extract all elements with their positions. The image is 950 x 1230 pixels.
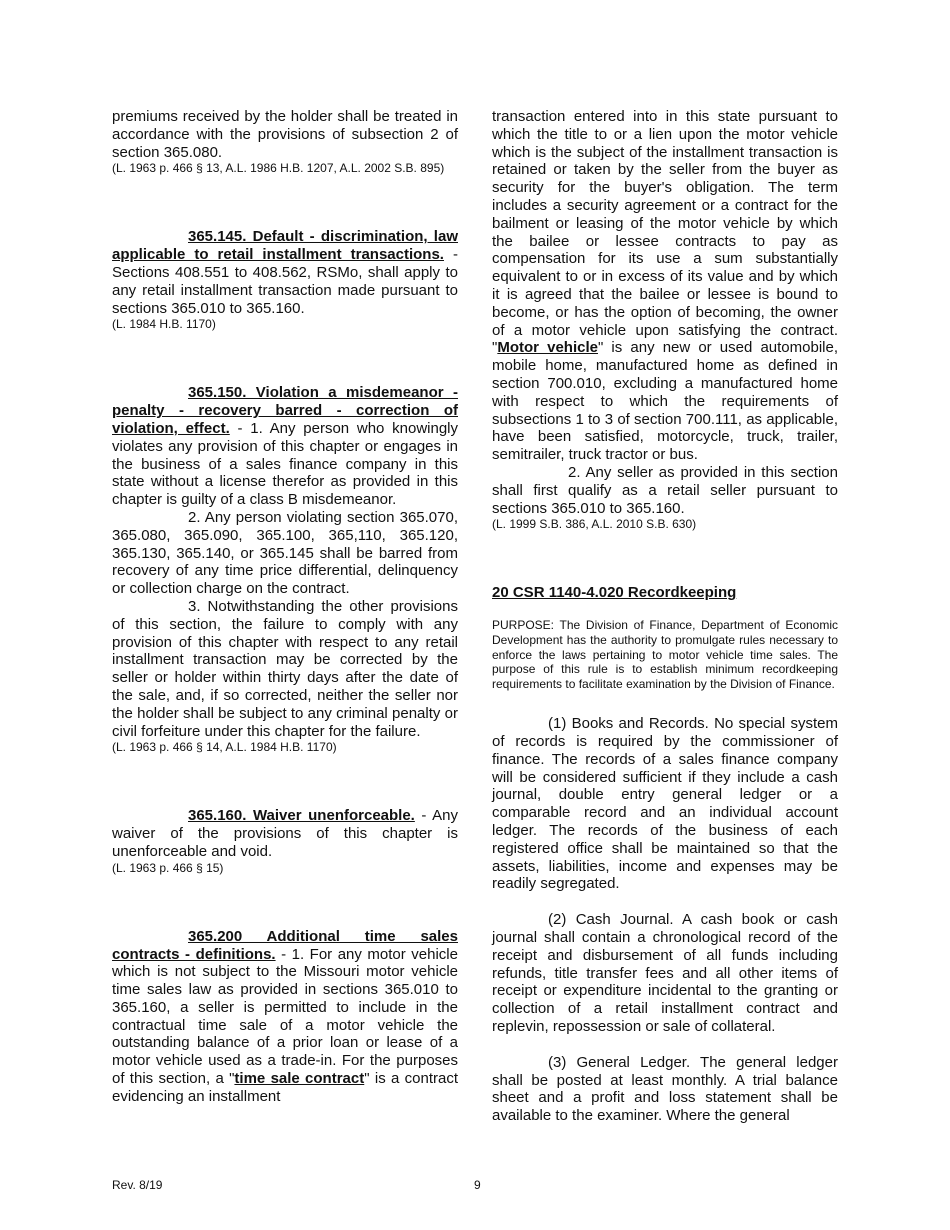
subsection-3: 3. Notwithstanding the other provisions of this section, the failure to comply with any provision of this chapter with respect to any retail installment transaction may be corrected by the seller or holder within thirty days after the date of the sale, and, if so corrected, neither the seller nor the holder shall be subject to any criminal penalty or civil forfeiture under this chapter for the failure. xyxy=(112,597,458,740)
revision-date: Rev. 8/19 xyxy=(112,1178,163,1192)
section-body: - 1. For any motor vehicle which is not subject to the Missouri motor vehicle time sales law as provided in sections 365.010 to 365.160, a seller is permitted to include in the contractual time sale of a motor vehicle the outstanding balance of a prior loan or lease of a motor vehicle used as a trade-in. For the purposes of this section, a " xyxy=(112,945,458,1088)
rule-heading: 20 CSR 1140-4.020 Recordkeeping xyxy=(492,584,737,602)
rule-section-3: (3) General Ledger. The general ledger shall be posted at least monthly. A trial balance sheet and a profit and loss statement shall be available to the examiner. Where the general xyxy=(492,1053,838,1125)
paragraph-text-cont: " is any new or used automobile, mobile home, manufactured home as defined in section 700.010, excluding a manufactured home with respect to which the requirements of subsections 1 to 3 of section 700.111, as applicable, have been satisfied, motorcycle, truck, trailer, semitrailer, truck tractor or bus. xyxy=(492,339,839,464)
right-column xyxy=(492,108,838,1125)
defined-term: Motor vehicle xyxy=(497,339,598,357)
source-note: (L. 1999 S.B. 386, A.L. 2010 S.B. 630) xyxy=(492,517,697,532)
source-note: (L. 1963 p. 466 § 15) xyxy=(112,860,224,875)
section-365-200 xyxy=(112,928,458,1106)
continued-paragraph: premiums received by the holder shall be treated in accordance with the provisions of subsection 2 of section 365.080. xyxy=(112,108,458,161)
section-title: 365.160. Waiver unenforceable. xyxy=(188,807,415,825)
source-note: (L. 1984 H.B. 1170) xyxy=(112,317,216,332)
rule-section-1: (1) Books and Records. No special system of records is required by the commissioner of finance. The records of a sales finance company will be considered sufficient if they include a cash journal, double entry general ledger or a comparable record and an individual account ledger. The records of the business of each registered office shall be maintained so that the assets, liabilities, income and expenses may be readily segregated. xyxy=(492,715,838,893)
continued-paragraph xyxy=(492,108,838,464)
subsection-2: 2. Any person violating section 365.070, 365.080, 365.090, 365.100, 365,110, 365.120, 365.130, 365.140, or 365.145 shall be barred from recovery of any time price differential, delinquency or collection charge on the contract. xyxy=(112,508,458,598)
source-note: (L. 1963 p. 466 § 13, A.L. 1986 H.B. 1207, A.L. 2002 S.B. 895) xyxy=(112,161,445,176)
paragraph-text: transaction entered into in this state pursuant to which the title to or a lien upon the motor vehicle which is the subject of the installment transaction is retained or taken by the seller from the buyer as security for the buyer's obligation. The term includes a security agreement or a contract for the bailment or leasing of the motor vehicle by which the bailee or lessee contracts to pay as compensation for its use a sum substantially equivalent to or in excess of its value and by which it is agreed that the bailee or lessee is bound to become, or has the option of becoming, the owner of a motor vehicle upon satisfying the contract. " xyxy=(492,108,838,357)
section-body-cont: " is a contract evidencing an installment xyxy=(112,1070,459,1105)
purpose-statement: PURPOSE: The Division of Finance, Department of Economic Development has the authority to promulgate rules necessary to enforce the laws pertaining to motor vehicle time sales. The purpose of this rule is to establish minimum recordkeeping requirements to facilitate examination by the Division of Finance. xyxy=(492,618,838,691)
rule-section-2: (2) Cash Journal. A cash book or cash journal shall contain a chronological record of the receipt and disbursement of all funds including refunds, title transfer fees and all other items of receipt or expenditure incidental to the granting or collection of a retail installment contract and replevin, repossession or sale of collateral. xyxy=(492,911,838,1036)
section-title: 365.150. Violation a misdemeanor - penalty - recovery barred - correction of violation, effect. xyxy=(112,384,458,437)
defined-term: time sale contract xyxy=(234,1070,365,1088)
source-note: (L. 1963 p. 466 § 14, A.L. 1984 H.B. 1170) xyxy=(112,740,337,755)
section-title: 365.200 Additional time sales contracts - definitions. xyxy=(112,927,458,963)
section-body: - Any waiver of the provisions of this chapter is unenforceable and void. xyxy=(112,807,458,860)
section-365-145 xyxy=(112,228,458,317)
subsection-2: 2. Any seller as provided in this section shall first qualify as a retail seller pursuant to sections 365.010 to 365.160. xyxy=(492,463,838,517)
left-column xyxy=(112,108,458,1106)
section-title: 365.145. Default - discrimination, law applicable to retail installment transactions. xyxy=(112,228,458,264)
page-number: 9 xyxy=(474,1178,481,1192)
section-365-150 xyxy=(112,384,458,509)
section-body: - Sections 408.551 to 408.562, RSMo, shall apply to any retail installment transaction made pursuant to sections 365.010 to 365.160. xyxy=(112,246,458,317)
section-365-160 xyxy=(112,807,458,860)
section-body: - 1. Any person who knowingly violates any provision of this chapter or engages in the business of a sales finance company in this state without a license therefor as provided in this chapter is guilty of a class B misdemeanor. xyxy=(112,419,458,509)
